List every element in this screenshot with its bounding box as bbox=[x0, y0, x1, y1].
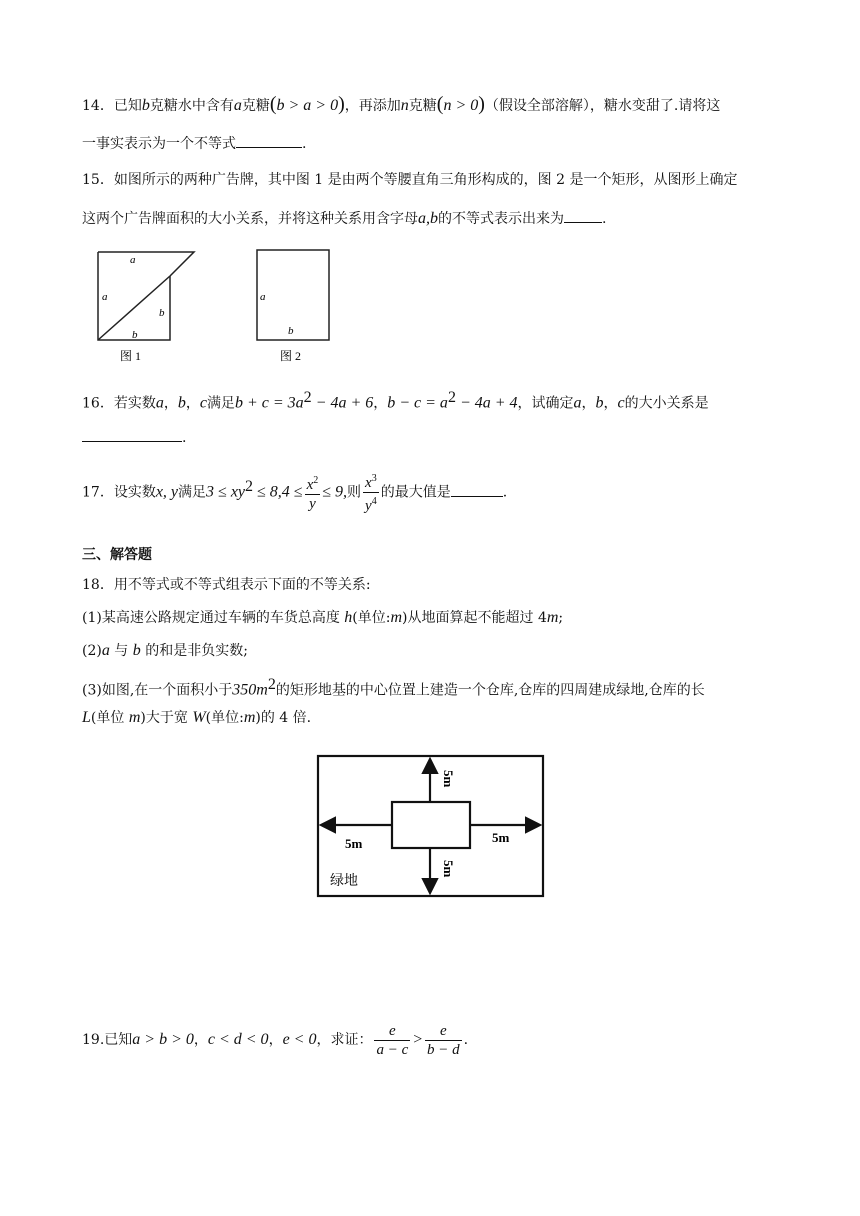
fig1-label-top: a bbox=[130, 254, 136, 266]
fig2-label-bottom: b bbox=[288, 325, 294, 337]
answer-blank bbox=[82, 427, 182, 442]
figure-2 bbox=[248, 248, 338, 366]
q18-part3-line1: (3)如图,在一个面积小于$350m^2$的矩形地基的中心位置上建造一个仓库,仓库的四周建成绿地,仓库的长 bbox=[82, 676, 705, 699]
fraction: $\frac{x^2}{y}$ bbox=[305, 472, 321, 513]
figure-1 bbox=[90, 248, 200, 366]
label-right-5m: 5m bbox=[492, 830, 510, 845]
fig1-label-bottom: b bbox=[132, 329, 138, 341]
q16-line1: 16．若实数a，b，c满足$b + c = 3a^2 - 4a + 6$，$b - c = a^2 - 4a + 4$，试确定a，b，c的大小关系是 bbox=[82, 389, 709, 412]
q19-line: 19.已知a > b > 0，c < d < 0，e < 0，求证： $\frac{e}{a - c}$ > $\frac{e}{b - d}$ . bbox=[82, 1022, 469, 1058]
q17-line: 17．设实数x, y满足$3 \le xy^2 \le 8,4$ ≤ $\frac{x^2}{y}$ ≤ 9,则 $\frac{x^3}{y^4}$ 的最大值是 . bbox=[82, 468, 507, 515]
q14-line2: 一事实表示为一个不等式 . bbox=[82, 133, 306, 154]
fraction: $\frac{e}{b - d}$ bbox=[427, 1022, 460, 1058]
warehouse-figure bbox=[310, 750, 550, 902]
q14-line1: 14．已知b克糖水中含有a克糖(b > a > 0)，再添加n克糖(n > 0)（假设全部溶解），糖水变甜了.请将这 bbox=[82, 93, 721, 115]
fig1-caption: 图 1 bbox=[120, 349, 142, 363]
fig1-label-left: a bbox=[102, 291, 108, 303]
fig2-label-left: a bbox=[260, 291, 266, 303]
label-left-5m: 5m bbox=[345, 836, 363, 851]
q18-part2: (2)a 与 b 的和是非负实数; bbox=[82, 642, 248, 659]
fraction: $\frac{x^3}{y^4}$ bbox=[363, 470, 379, 515]
answer-blank bbox=[564, 208, 602, 223]
label-top-5m: 5m bbox=[441, 770, 456, 788]
q18-part1: (1)某高速公路规定通过车辆的车货总高度 h(单位:m)从地面算起不能超过 4m; bbox=[82, 609, 564, 626]
q18-intro: 18．用不等式或不等式组表示下面的不等关系: bbox=[82, 577, 371, 593]
fig2-caption: 图 2 bbox=[280, 349, 302, 363]
answer-blank bbox=[236, 133, 302, 148]
label-green: 绿地 bbox=[330, 874, 358, 889]
answer-blank bbox=[451, 482, 503, 497]
q15-line2: 这两个广告牌面积的大小关系，并将这种关系用含字母a,b的不等式表示出来为 . bbox=[82, 210, 607, 227]
q15-line1: 15．如图所示的两种广告牌，其中图 1 是由两个等腰直角三角形构成的，图 2 是一个矩形，从图形上确定 bbox=[82, 172, 738, 188]
q18-part3-line2: L(单位 m)大于宽 W(单位:m)的 4 倍. bbox=[82, 709, 312, 726]
label-bottom-5m: 5m bbox=[441, 860, 456, 878]
fig1-label-right: b bbox=[159, 307, 165, 319]
section-title: 三、解答题 bbox=[82, 547, 152, 563]
q16-line2: . bbox=[82, 427, 186, 448]
fraction: $\frac{e}{a - c}$ bbox=[376, 1022, 409, 1058]
